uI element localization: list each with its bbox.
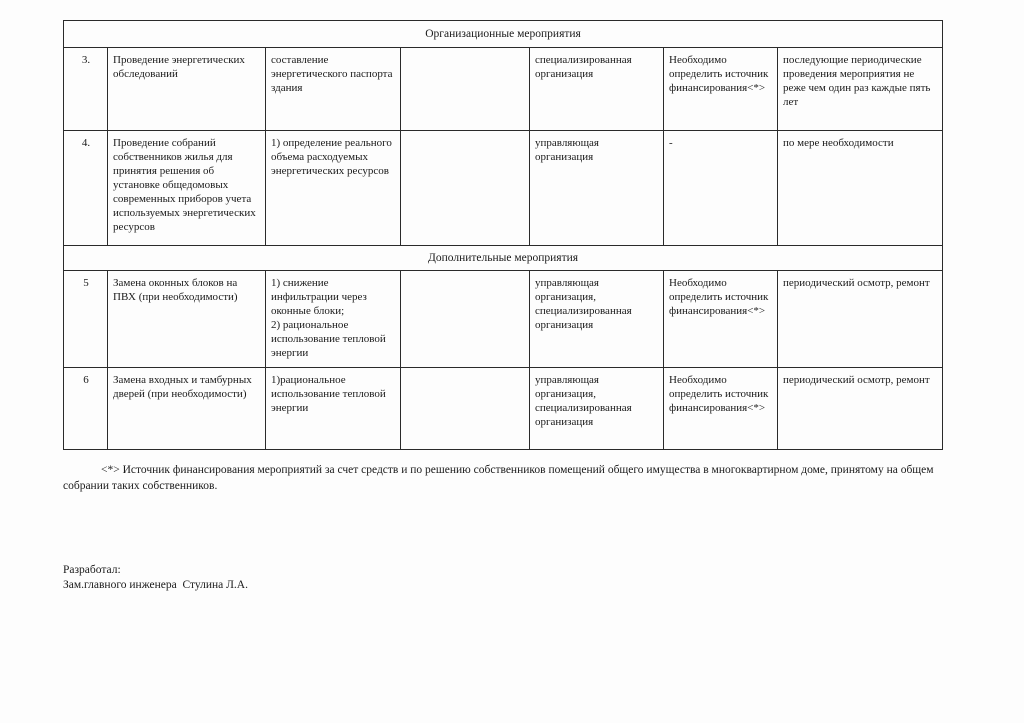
expected-effect: составление энергетического паспорта здания xyxy=(266,48,401,131)
period: периодический осмотр, ремонт xyxy=(778,368,943,450)
row-number: 3. xyxy=(64,48,108,131)
funding-source: Необходимо определить источник финансирования<*> xyxy=(664,368,778,450)
table-row xyxy=(64,131,943,246)
row-number: 4. xyxy=(64,131,108,246)
cost-cell xyxy=(401,48,530,131)
expected-effect: 1) снижение инфильтрации через оконные блоки; 2) рациональное использование тепловой энергии xyxy=(266,271,401,368)
period: последующие периодические проведения мероприятия не реже чем один раз каждые пять лет xyxy=(778,48,943,131)
section-title-additional: Дополнительные мероприятия xyxy=(64,246,943,271)
section-row-organizational xyxy=(64,21,943,48)
executor: управляющая организация, специализированная организация xyxy=(530,271,664,368)
expected-effect: 1) определение реального объема расходуемых энергетических ресурсов xyxy=(266,131,401,246)
period: по мере необходимости xyxy=(778,131,943,246)
row-number: 6 xyxy=(64,368,108,450)
measure-name: Проведение энергетических обследований xyxy=(108,48,266,131)
funding-source: - xyxy=(664,131,778,246)
footnote: <*> Источник финансирования мероприятий за счет средств и по решению собственников помещений общего имущества в многоквартирном доме, принятому на общем собрании таких собственников. xyxy=(63,464,934,492)
developer-label: Разработал: xyxy=(63,564,121,576)
developer-name: Зам.главного инженера Стулина Л.А. xyxy=(63,579,248,591)
row-number: 5 xyxy=(64,271,108,368)
period: периодический осмотр, ремонт xyxy=(778,271,943,368)
section-row-additional xyxy=(64,246,943,271)
expected-effect: 1)рациональное использование тепловой энергии xyxy=(266,368,401,450)
executor: управляющая организация, специализированная организация xyxy=(530,368,664,450)
executor: управляющая организация xyxy=(530,131,664,246)
funding-source: Необходимо определить источник финансирования<*> xyxy=(664,48,778,131)
table-row xyxy=(64,48,943,131)
cost-cell xyxy=(401,368,530,450)
measures-table xyxy=(63,20,943,450)
measure-name: Замена входных и тамбурных дверей (при необходимости) xyxy=(108,368,266,450)
cost-cell xyxy=(401,131,530,246)
funding-source: Необходимо определить источник финансирования<*> xyxy=(664,271,778,368)
executor: специализированная организация xyxy=(530,48,664,131)
section-title-organizational: Организационные мероприятия xyxy=(64,21,943,48)
table-row xyxy=(64,368,943,450)
measure-name: Замена оконных блоков на ПВХ (при необходимости) xyxy=(108,271,266,368)
measure-name: Проведение собраний собственников жилья для принятия решения об установке общедомовых современных приборов учета используемых энергетических ресурсов xyxy=(108,131,266,246)
cost-cell xyxy=(401,271,530,368)
table-row xyxy=(64,271,943,368)
